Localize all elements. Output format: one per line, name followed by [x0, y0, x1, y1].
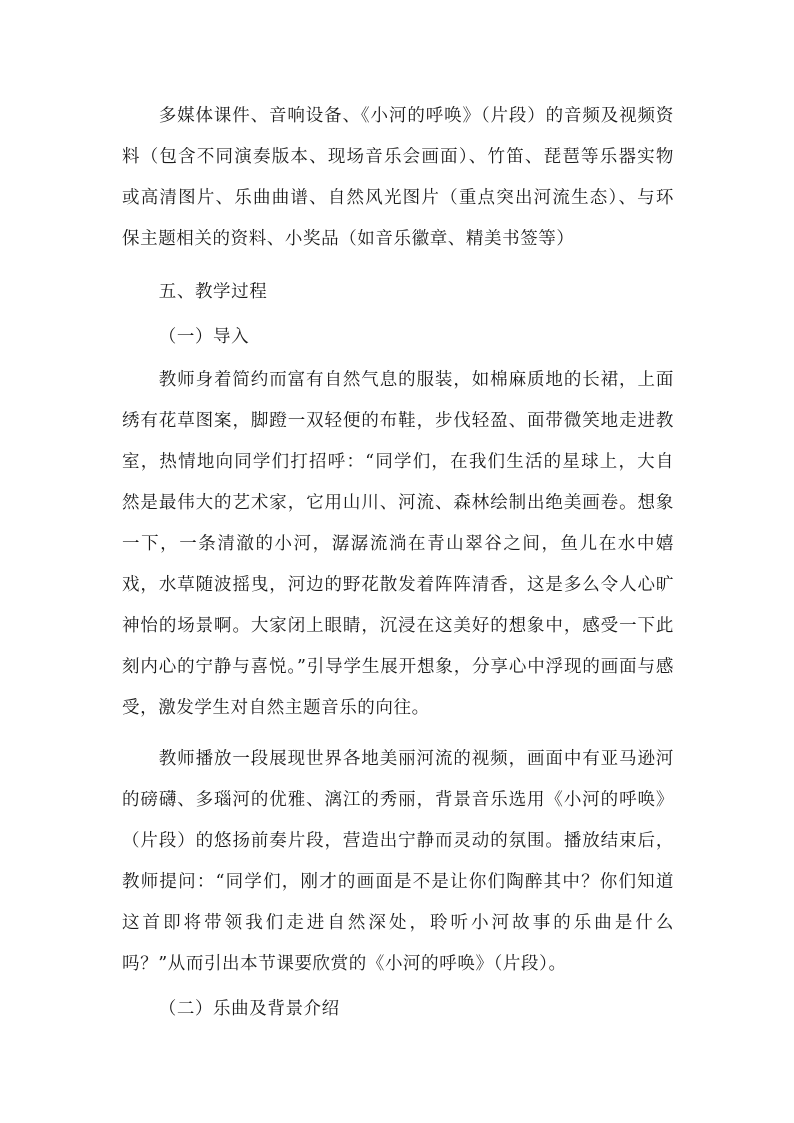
intro-paragraph-1: 教师身着简约而富有自然气息的服装，如棉麻质地的长裙，上面绣有花草图案，脚蹬一双轻便的布鞋，步伐轻盈、面带微笑地走进教室，热情地向同学们打招呼：“同学们，在我们生活的星球上，大自然是最伟大的艺术家，它用山川、河流、森林绘制出绝美画卷。想象一下，一条清澈的小河，潺潺流淌在青山翠谷之间，鱼儿在水中嬉戏，水草随波摇曳，河边的野花散发着阵阵清香，这是多么令人心旷神怡的场景啊。大家闭上眼睛，沉浸在这美好的想象中，感受一下此刻内心的宁静与喜悦。”引导学生展开想象，分享心中浮现的画面与感受，激发学生对自然主题音乐的向往。: [122, 370, 674, 718]
intro-paragraph-2: 教师播放一段展现世界各地美丽河流的视频，画面中有亚马逊河的磅礴、多瑙河的优雅、漓江的秀丽，背景音乐选用《小河的呼唤》（片段）的悠扬前奏片段，营造出宁静而灵动的氛围。播放结束后，教师提问：“同学们，刚才的画面是不是让你们陶醉其中？你们知道这首即将带领我们走进自然深处，聆听小河故事的乐曲是什么吗？”从而引出本节课要欣赏的《小河的呼唤》（片段）。: [122, 749, 674, 974]
spacer: [122, 729, 674, 739]
section-heading-teaching-process: 五、教学过程: [158, 282, 268, 302]
materials-paragraph: 多媒体课件、音响设备、《小河的呼唤》（片段）的音频及视频资料（包含不同演奏版本、现场音乐会画面）、竹笛、琵琶等乐器实物或高清图片、乐曲曲谱、自然风光图片（重点突出河流生态）、与环保主题相关的资料、小奖品（如音乐徽章、精美书签等）: [122, 106, 674, 249]
document-page: [122, 96, 674, 1030]
subsection-heading-intro: （一）导入: [158, 327, 250, 347]
subsection-heading-music-background: （二）乐曲及背景介绍: [158, 999, 340, 1019]
spacer: [122, 260, 674, 272]
